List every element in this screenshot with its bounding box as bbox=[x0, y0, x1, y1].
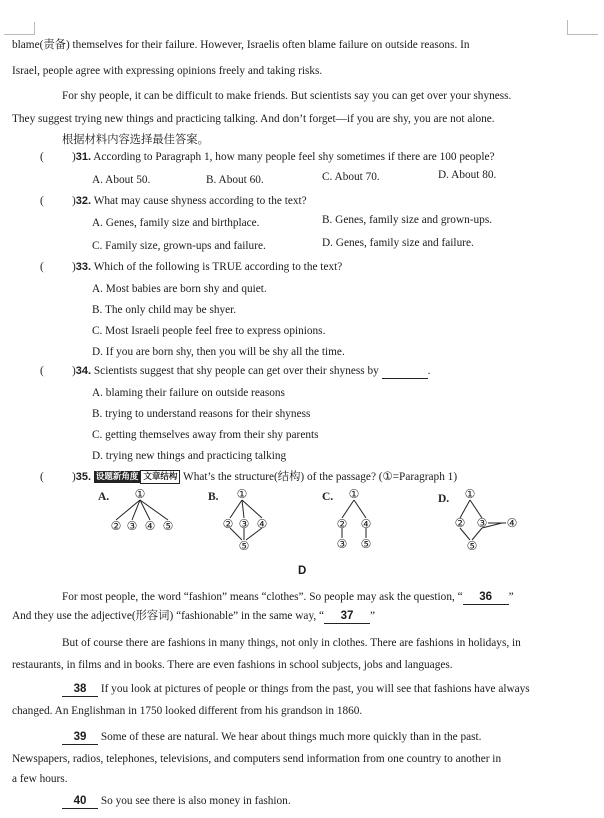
option-a: A. About 50. bbox=[92, 174, 151, 186]
option-c: C. About 70. bbox=[322, 171, 380, 183]
option-b: B. The only child may be shyer. bbox=[92, 304, 237, 316]
option-d: D. About 80. bbox=[438, 169, 497, 181]
node: ④ bbox=[360, 517, 372, 531]
node: ② bbox=[110, 519, 122, 533]
node: ① bbox=[134, 487, 146, 501]
diagram-label-c: C. bbox=[322, 491, 334, 503]
option-c: C. getting themselves away from their shy parents bbox=[92, 429, 319, 441]
node: ③ bbox=[238, 517, 250, 531]
option-d: D. Genes, family size and failure. bbox=[322, 237, 474, 249]
node: ④ bbox=[144, 519, 156, 533]
option-a: A. Most babies are born shy and quiet. bbox=[92, 283, 267, 295]
question-33: )33. Which of the following is TRUE according to the text? bbox=[72, 261, 343, 273]
node: ① bbox=[464, 487, 476, 501]
node: ⑤ bbox=[360, 537, 372, 551]
option-d: D. If you are born shy, then you will be shy all the time. bbox=[92, 346, 345, 358]
passage-line: But of course there are fashions in many things, not only in clothes. There are fashions in holidays, in bbox=[62, 637, 521, 649]
blank-40[interactable]: 40 bbox=[62, 795, 98, 809]
passage-line: 38 If you look at pictures of people or things from the past, you will see that fashions have always bbox=[62, 682, 530, 697]
question-text: Which of the following is TRUE according to the text? bbox=[93, 261, 343, 273]
diagram-label-d: D. bbox=[438, 493, 450, 505]
question-text: Scientists suggest that shy people can get over their shyness by bbox=[93, 365, 379, 377]
option-c: C. Most Israeli people feel free to express opinions. bbox=[92, 325, 326, 337]
question-text: What may cause shyness according to the text? bbox=[93, 195, 307, 207]
option-b: B. Genes, family size and grown-ups. bbox=[322, 214, 493, 226]
blank-39[interactable]: 39 bbox=[62, 731, 98, 745]
node: ① bbox=[348, 487, 360, 501]
option-b: B. trying to understand reasons for their shyness bbox=[92, 408, 311, 420]
option-c: C. Family size, grown-ups and failure. bbox=[92, 240, 266, 252]
blank-37[interactable]: 37 bbox=[324, 610, 370, 624]
passage-line: And they use the adjective(形容词) “fashionable” in the same way, “ 37 ” bbox=[12, 610, 376, 622]
node: ② bbox=[336, 517, 348, 531]
question-35: )35. 设题新角度 文章结构 What’s the structure(结构) of the passage? (①=Paragraph 1) bbox=[72, 471, 458, 483]
passage-line: 40 So you see there is also money in fashion. bbox=[62, 794, 291, 809]
answer-blank[interactable] bbox=[382, 365, 428, 379]
structure-tag: 文章结构 bbox=[140, 470, 180, 484]
node: ① bbox=[236, 487, 248, 501]
node: ③ bbox=[126, 519, 138, 533]
option-a: A. Genes, family size and birthplace. bbox=[92, 217, 260, 229]
node: ③ bbox=[476, 516, 488, 530]
instruction-text: 根据材料内容选择最佳答案。 bbox=[62, 134, 209, 146]
question-number: 34. bbox=[75, 365, 92, 377]
question-text: What’s the structure(结构) of the passage? (①=Paragraph 1) bbox=[183, 471, 458, 483]
answer-paren-open: ( bbox=[40, 195, 44, 207]
answer-paren-open: ( bbox=[40, 471, 44, 483]
passage-line: restaurants, in films and in books. There are even fashions in school subjects, jobs and languages. bbox=[12, 659, 453, 671]
question-31: )31. According to Paragraph 1, how many people feel shy sometimes if there are 100 people? bbox=[72, 151, 495, 163]
passage-line: a few hours. bbox=[12, 773, 68, 785]
node: ③ bbox=[336, 537, 348, 551]
question-34: )34. Scientists suggest that shy people can get over their shyness by . bbox=[72, 365, 431, 377]
structure-diagrams bbox=[0, 484, 604, 560]
passage-line: changed. An Englishman in 1750 looked different from his grandson in 1860. bbox=[12, 705, 363, 717]
node: ④ bbox=[256, 517, 268, 531]
diagram-label-a: A. bbox=[98, 491, 110, 503]
passage-line: Newspapers, radios, telephones, televisions, and computers send information from one country to another in bbox=[12, 753, 502, 765]
passage-line: For most people, the word “fashion” means “clothes”. So people may ask the question, “ 36 ” bbox=[62, 591, 514, 603]
blank-36[interactable]: 36 bbox=[463, 591, 509, 605]
question-text: According to Paragraph 1, how many people feel shy sometimes if there are 100 people? bbox=[93, 151, 495, 163]
question-number: 32. bbox=[75, 195, 92, 207]
node: ④ bbox=[506, 516, 518, 530]
crop-mark-top-right bbox=[567, 20, 598, 35]
answer-paren-open: ( bbox=[40, 261, 44, 273]
passage-line: blame(责备) themselves for their failure. However, Israelis often blame failure on outside reasons. In bbox=[12, 39, 470, 51]
diagram-label-b: B. bbox=[208, 491, 219, 503]
new-angle-tag: 设题新角度 bbox=[95, 472, 139, 482]
passage-line: Israel, people agree with expressing opinions freely and taking risks. bbox=[12, 65, 323, 77]
node: ⑤ bbox=[162, 519, 174, 533]
question-number: 31. bbox=[75, 151, 92, 163]
question-number: 33. bbox=[75, 261, 92, 273]
answer-paren-open: ( bbox=[40, 365, 44, 377]
option-d: D. trying new things and practicing talking bbox=[92, 450, 287, 462]
node: ⑤ bbox=[238, 539, 250, 553]
option-a: A. blaming their failure on outside reasons bbox=[92, 387, 285, 399]
node: ② bbox=[222, 517, 234, 531]
passage-line: They suggest trying new things and practicing talking. And don’t forget—if you are shy, you are not alone. bbox=[12, 113, 495, 125]
passage-line: For shy people, it can be difficult to make friends. But scientists say you can get over your shyness. bbox=[62, 90, 512, 102]
option-b: B. About 60. bbox=[206, 174, 264, 186]
question-number: 35. bbox=[75, 471, 92, 483]
crop-mark-top-left bbox=[4, 22, 35, 35]
node: ② bbox=[454, 516, 466, 530]
node: ⑤ bbox=[466, 539, 478, 553]
answer-paren-open: ( bbox=[40, 151, 44, 163]
question-32: )32. What may cause shyness according to the text? bbox=[72, 195, 307, 207]
blank-38[interactable]: 38 bbox=[62, 683, 98, 697]
passage-line: 39 Some of these are natural. We hear about things much more quickly than in the past. bbox=[62, 730, 482, 745]
section-heading: D bbox=[298, 565, 307, 577]
